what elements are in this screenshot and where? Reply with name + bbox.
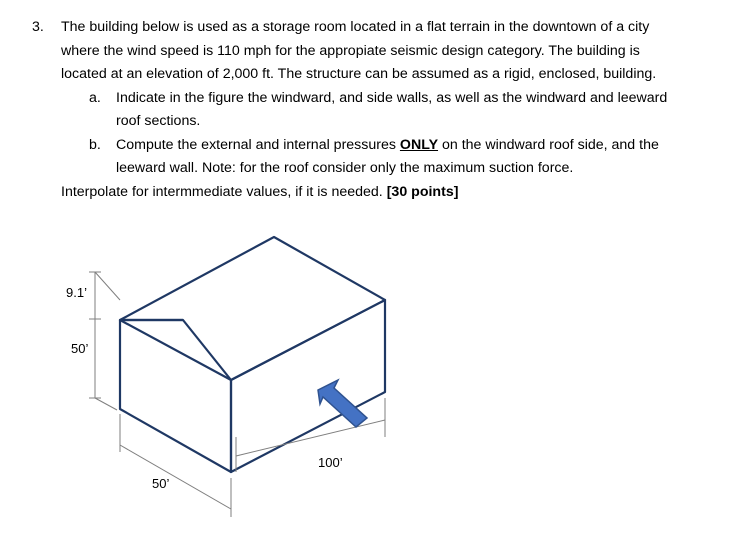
dim-label-side-length: 100’ [318, 455, 343, 470]
part-a-line-2: roof sections. [116, 113, 201, 129]
intro-line-2: where the wind speed is 110 mph for the appropiate seismic design category. The building is [61, 42, 640, 59]
front-gable-wall [120, 320, 231, 472]
intro-line-1: The building below is used as a storage room located in a flat terrain in the downtown of a city [61, 19, 650, 35]
part-a-line-1: Indicate in the figure the windward, and side walls, as well as the windward and leeward [116, 89, 668, 106]
building-outline [120, 237, 385, 472]
points-label: [30 points] [386, 183, 459, 200]
part-a-label: a. [89, 89, 101, 106]
front-dim-line [120, 445, 231, 509]
dim-label-front-width: 50’ [152, 476, 170, 491]
closing-text: Interpolate for intermmediate values, if it is needed. [61, 183, 387, 200]
part-b-text-after: on the windward roof side, and the [438, 136, 659, 153]
problem-number: 3. [32, 19, 44, 35]
dim-label-wall-height: 50’ [71, 341, 89, 356]
intro-line-3: located at an elevation of 2,000 ft. The structure can be assumed as a rigid, enclosed, building. [61, 66, 657, 82]
part-b-label: b. [89, 136, 101, 153]
part-b-line-2: leeward wall. Note: for the roof consider only the maximum suction force. [116, 160, 574, 176]
side-wall [231, 300, 385, 472]
dim-label-roof-height: 9.1’ [66, 285, 87, 300]
near-roof-slope [120, 237, 385, 380]
wind-direction-arrow [318, 380, 367, 427]
part-b-emphasis: ONLY [399, 136, 439, 153]
side-dim-line [236, 420, 385, 456]
part-b-text-before: Compute the external and internal pressures [116, 136, 400, 153]
